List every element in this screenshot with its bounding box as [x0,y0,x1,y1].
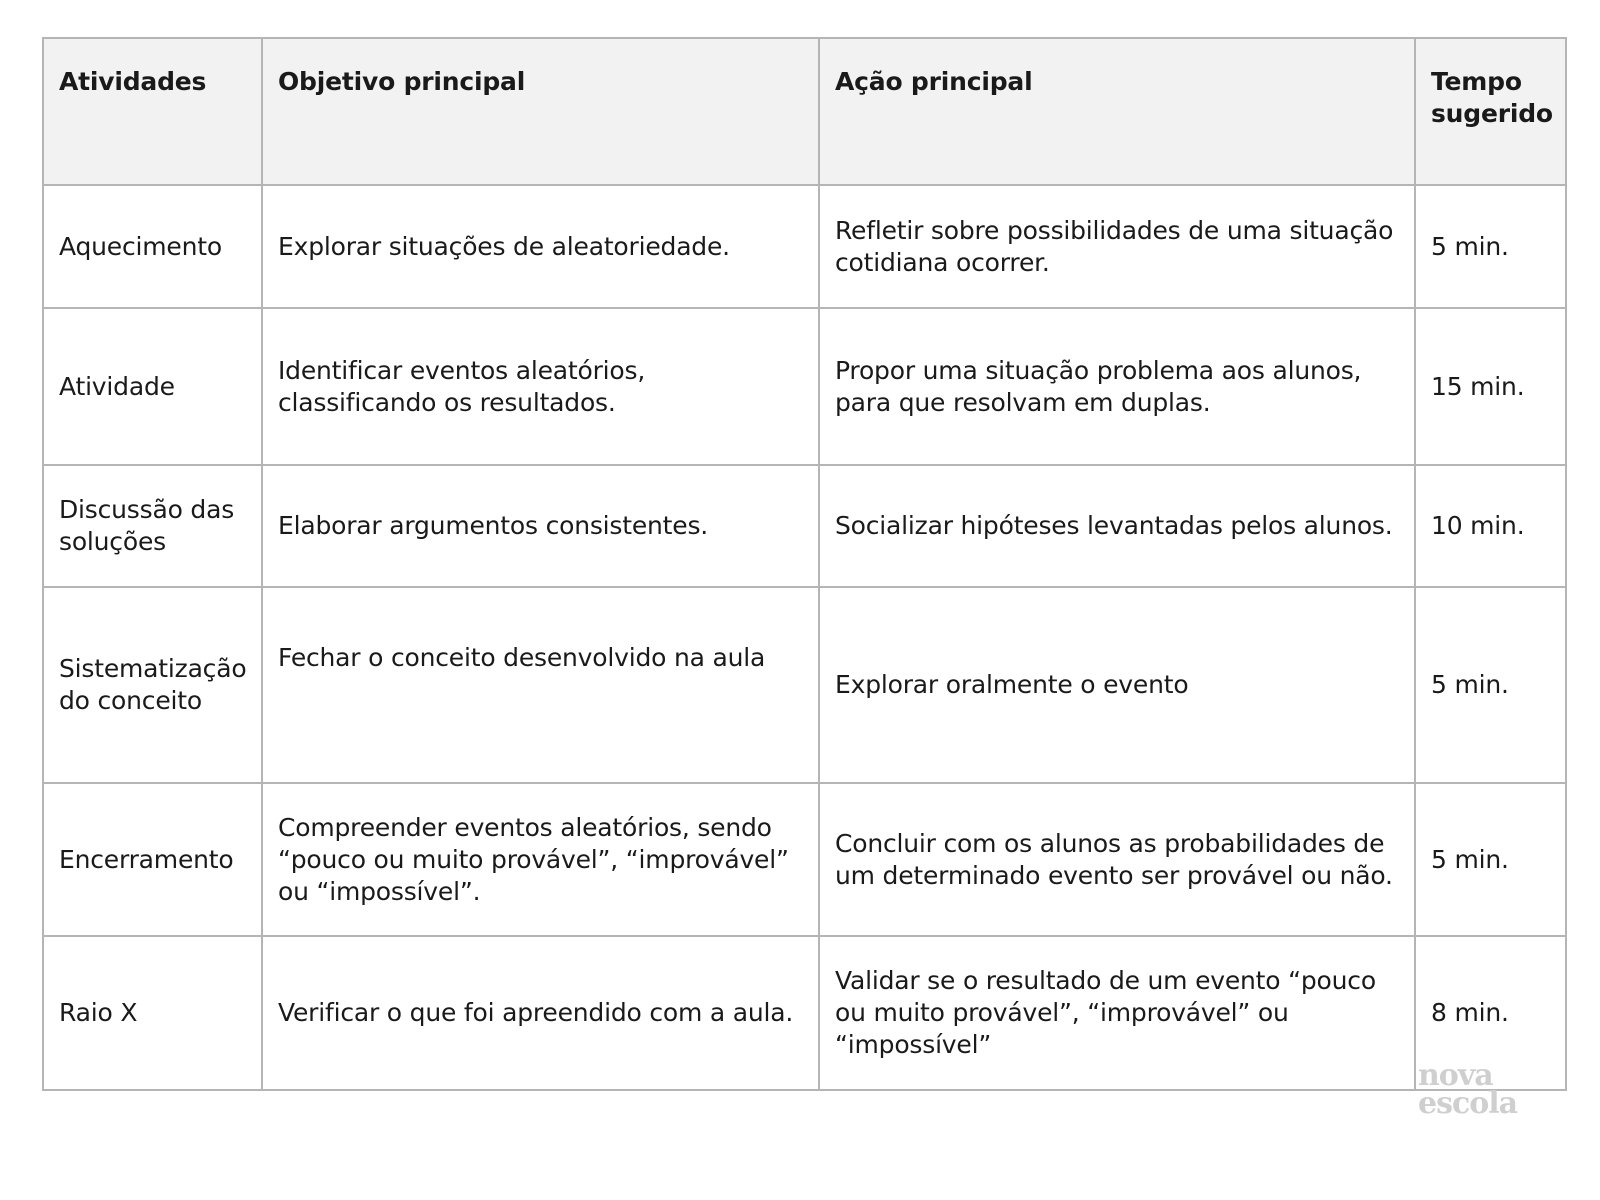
logo-line-escola: escola [1418,1086,1518,1121]
cell-objective: Identificar eventos aleatórios, classificando os resultados. [262,308,819,465]
cell-action: Validar se o resultado de um evento “pouco ou muito provável”, “improvável” ou “impossível” [819,936,1415,1090]
cell-objective: Elaborar argumentos consistentes. [262,465,819,587]
lesson-plan-table [42,37,1567,1091]
cell-action: Concluir com os alunos as probabilidades de um determinado evento ser provável ou não. [819,783,1415,936]
cell-objective: Explorar situações de aleatoriedade. [262,185,819,308]
header-objetivo: Objetivo principal [262,38,819,185]
cell-time: 15 min. [1415,308,1566,465]
table-row [43,465,1566,587]
header-atividades: Atividades [43,38,262,185]
logo-line-nova: nova [1418,1058,1493,1093]
header-acao: Ação principal [819,38,1415,185]
cell-activity: Atividade [43,308,262,465]
cell-action: Socializar hipóteses levantadas pelos alunos. [819,465,1415,587]
cell-activity: Raio X [43,936,262,1090]
cell-activity: Discussão das soluções [43,465,262,587]
cell-activity: Aquecimento [43,185,262,308]
cell-time: 8 min. [1415,936,1566,1090]
table-row [43,308,1566,465]
cell-activity: Encerramento [43,783,262,936]
header-tempo: Tempo sugerido [1415,38,1566,185]
cell-time: 5 min. [1415,587,1566,783]
cell-action: Propor uma situação problema aos alunos, para que resolvam em duplas. [819,308,1415,465]
nova-escola-logo [1418,1058,1538,1121]
cell-time: 5 min. [1415,185,1566,308]
table-row [43,587,1566,783]
table-row [43,185,1566,308]
cell-objective: Verificar o que foi apreendido com a aula. [262,936,819,1090]
cell-time: 5 min. [1415,783,1566,936]
cell-objective: Fechar o conceito desenvolvido na aula [262,587,819,783]
table-row [43,936,1566,1090]
cell-action: Explorar oralmente o evento [819,587,1415,783]
table-header-row [43,38,1566,185]
cell-objective: Compreender eventos aleatórios, sendo “pouco ou muito provável”, “improvável” ou “impossível”. [262,783,819,936]
cell-action: Refletir sobre possibilidades de uma situação cotidiana ocorrer. [819,185,1415,308]
cell-time: 10 min. [1415,465,1566,587]
table-row [43,783,1566,936]
cell-activity: Sistematização do conceito [43,587,262,783]
